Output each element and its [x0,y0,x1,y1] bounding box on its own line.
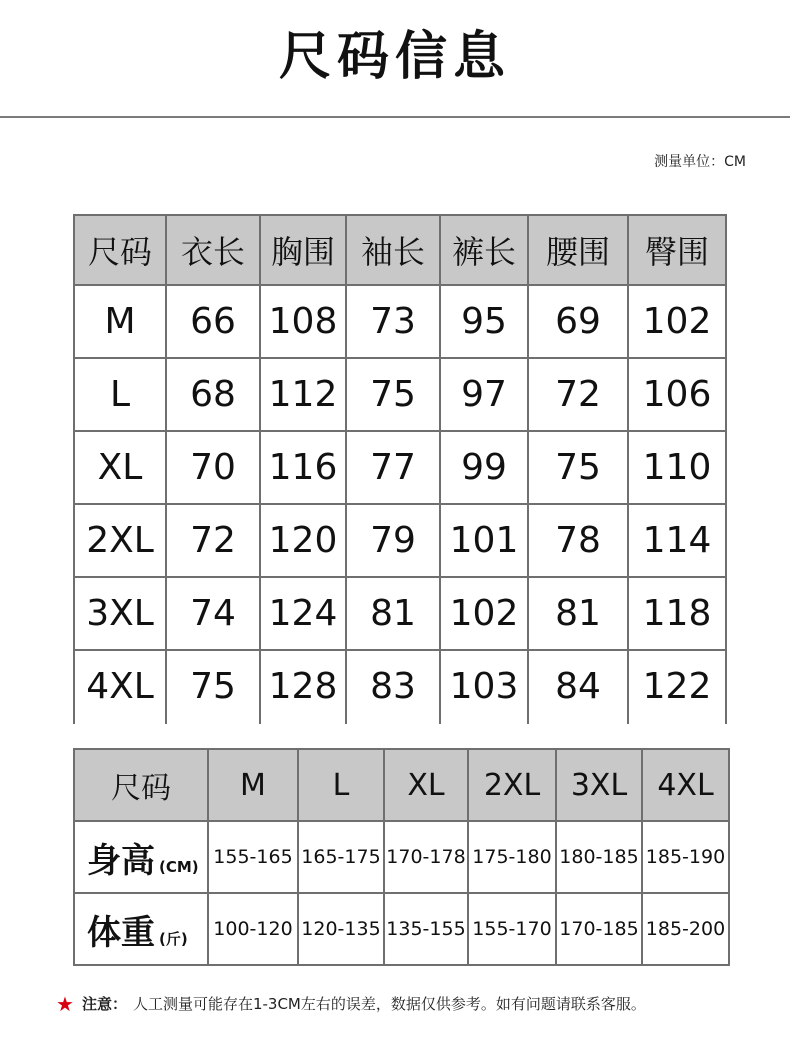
table-row [74,285,726,358]
table-cell: 165-175 [298,821,384,893]
table-cell: 78 [528,504,628,577]
table-cell: 170-178 [384,821,468,893]
table-row [74,431,726,504]
size-cell: L [74,358,166,431]
table-cell: 100-120 [208,893,298,965]
table-cell: 110 [628,431,726,504]
header-size: 尺码 [74,749,208,821]
height-unit: (CM) [159,857,199,876]
height-label-cell [74,821,208,893]
size-cell: M [74,285,166,358]
table-cell: 81 [528,577,628,650]
table-cell: 73 [346,285,440,358]
weight-unit: (斤) [159,929,188,948]
table-cell: 102 [440,577,528,650]
table-cell: 75 [166,650,260,723]
header-sleeve: 袖长 [346,215,440,285]
table-cell: 101 [440,504,528,577]
table-cell: 120-135 [298,893,384,965]
table-cell: 112 [260,358,346,431]
table-cell: 122 [628,650,726,723]
table-cell: 68 [166,358,260,431]
weight-label: 体重 [87,912,155,953]
header-size: 尺码 [74,215,166,285]
height-row [74,821,729,893]
table-cell: 84 [528,650,628,723]
table-cell: 185-190 [642,821,729,893]
star-icon: ★ [56,992,74,1016]
table-cell: 69 [528,285,628,358]
size-cell: 4XL [74,650,166,723]
table-cell: 83 [346,650,440,723]
fit-table-header-row [74,749,729,821]
table-cell: 95 [440,285,528,358]
table-cell: 75 [528,431,628,504]
header-hip: 臀围 [628,215,726,285]
weight-row [74,893,729,965]
table-cell: 118 [628,577,726,650]
table-row [74,504,726,577]
table-cell: 99 [440,431,528,504]
table-cell: 72 [166,504,260,577]
table-cell: 175-180 [468,821,556,893]
table-cell: 81 [346,577,440,650]
table-cell: 70 [166,431,260,504]
table-cell: 116 [260,431,346,504]
table-cell: 135-155 [384,893,468,965]
size-cell: 3XL [74,577,166,650]
table-cell: 170-185 [556,893,642,965]
measurement-note [56,992,646,1016]
note-text: 人工测量可能存在1-3CM左右的误差，数据仅供参考。如有问题请联系客服。 [132,995,646,1013]
header-size-m: M [208,749,298,821]
height-label: 身高 [87,840,155,881]
table-cell: 124 [260,577,346,650]
header-waist: 腰围 [528,215,628,285]
measurement-unit-label: 测量单位：CM [654,154,746,170]
table-cell: 75 [346,358,440,431]
table-cell: 97 [440,358,528,431]
table-cell: 74 [166,577,260,650]
size-chart-table [73,214,727,724]
table-cell: 77 [346,431,440,504]
header-size-4xl: 4XL [642,749,729,821]
note-label: 注意： [81,995,127,1013]
weight-label-cell [74,893,208,965]
size-chart-header-row [74,215,726,285]
table-cell: 114 [628,504,726,577]
table-cell: 102 [628,285,726,358]
table-cell: 155-170 [468,893,556,965]
header-size-xl: XL [384,749,468,821]
table-cell: 103 [440,650,528,723]
header-chest: 胸围 [260,215,346,285]
table-cell: 180-185 [556,821,642,893]
table-cell: 72 [528,358,628,431]
table-row [74,358,726,431]
table-cell: 185-200 [642,893,729,965]
table-row [74,577,726,650]
page-title: 尺码信息 [278,27,511,87]
header-length: 衣长 [166,215,260,285]
size-cell: 2XL [74,504,166,577]
table-cell: 106 [628,358,726,431]
title-divider [0,116,790,118]
table-cell: 66 [166,285,260,358]
table-row [74,650,726,723]
table-cell: 155-165 [208,821,298,893]
table-cell: 120 [260,504,346,577]
height-weight-table [73,748,730,966]
header-size-3xl: 3XL [556,749,642,821]
size-cell: XL [74,431,166,504]
table-cell: 128 [260,650,346,723]
table-cell: 79 [346,504,440,577]
header-size-l: L [298,749,384,821]
header-size-2xl: 2XL [468,749,556,821]
table-cell: 108 [260,285,346,358]
header-pants-length: 裤长 [440,215,528,285]
